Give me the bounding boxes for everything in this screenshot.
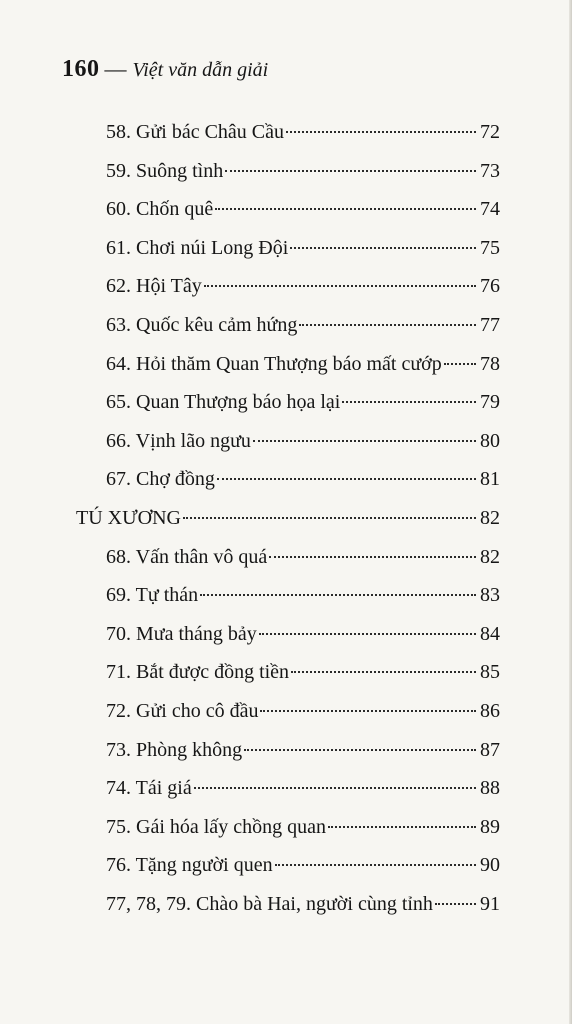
toc-entry-page: 78	[480, 353, 500, 375]
toc-entry-title: 59. Suông tình	[106, 160, 224, 182]
toc-entry-page: 82	[480, 546, 500, 568]
toc-entry-title: 72. Gửi cho cô đầu	[106, 700, 259, 722]
toc-entry-page: 74	[480, 198, 500, 220]
toc-entry-title: 73. Phòng không	[106, 739, 243, 761]
toc-entry-title: 77, 78, 79. Chào bà Hai, người cùng tỉnh	[106, 893, 433, 915]
toc-entry	[106, 234, 500, 262]
toc-entry	[106, 658, 500, 686]
toc-entry	[106, 195, 500, 223]
dot-leader	[444, 363, 476, 365]
toc-entry	[106, 118, 500, 146]
dot-leader	[435, 903, 476, 905]
dot-leader	[194, 787, 476, 789]
toc-entry-page: 90	[480, 854, 500, 876]
dot-leader	[183, 517, 476, 519]
toc-entry	[106, 465, 500, 493]
dot-leader	[269, 556, 476, 558]
toc-entry-page: 77	[480, 314, 500, 336]
toc-entry-title: 70. Mưa tháng bảy	[106, 623, 257, 645]
dot-leader	[342, 401, 476, 403]
toc-entry	[106, 311, 500, 339]
toc-entry-page: 88	[480, 777, 500, 799]
toc-entry-page: 73	[480, 160, 500, 182]
toc-entry	[106, 697, 500, 725]
toc-entry	[106, 157, 500, 185]
dot-leader	[215, 208, 476, 210]
toc-entry-title: 64. Hỏi thăm Quan Thượng báo mất cướp	[106, 353, 442, 375]
dot-leader	[204, 285, 476, 287]
page-number: 160	[62, 56, 100, 82]
toc-entry	[106, 543, 500, 571]
toc-entry	[106, 851, 500, 879]
toc-entry	[106, 350, 500, 378]
dot-leader	[291, 671, 476, 673]
toc-entry-title: 67. Chợ đồng	[106, 468, 215, 490]
toc-entry	[106, 272, 500, 300]
toc-entry-title: 71. Bắt được đồng tiền	[106, 661, 290, 683]
dot-leader	[328, 826, 476, 828]
toc-entry-title: 69. Tự thán	[106, 584, 199, 606]
toc-entry-page: 75	[480, 237, 500, 259]
toc-entry	[106, 620, 500, 648]
toc-entry-title: 65. Quan Thượng báo họa lại	[106, 391, 341, 413]
toc-entry-page: 84	[480, 623, 500, 645]
dot-leader	[260, 710, 476, 712]
toc-entry-page: 79	[480, 391, 500, 413]
toc-entry-page: 85	[480, 661, 500, 683]
toc-entry-page: 91	[480, 893, 500, 915]
toc-entry-title: TÚ XƯƠNG	[76, 507, 181, 529]
toc-entry-title: 61. Chơi núi Long Đội	[106, 237, 289, 259]
toc-section-heading	[76, 504, 500, 532]
toc-entry-page: 72	[480, 121, 500, 143]
dot-leader	[253, 440, 476, 442]
toc-entry	[106, 427, 500, 455]
toc-entry-title: 58. Gửi bác Châu Cầu	[106, 121, 285, 143]
toc-entry	[106, 890, 500, 918]
toc-entry-page: 89	[480, 816, 500, 838]
toc-entry-page: 87	[480, 739, 500, 761]
toc-entry-title: 75. Gái hóa lấy chồng quan	[106, 816, 326, 838]
toc-entry	[106, 813, 500, 841]
dot-leader	[299, 324, 476, 326]
dot-leader	[286, 131, 476, 133]
toc-entry-title: 68. Vấn thân vô quá	[106, 546, 268, 568]
header-separator: —	[104, 56, 127, 81]
toc-entry	[106, 736, 500, 764]
dot-leader	[217, 478, 476, 480]
toc-entry-page: 86	[480, 700, 500, 722]
toc-entry	[106, 774, 500, 802]
toc-entry-page: 80	[480, 430, 500, 452]
toc-entry	[106, 581, 500, 609]
toc-entry-page: 82	[480, 507, 500, 529]
toc-entry-title: 74. Tái giá	[106, 777, 192, 799]
dot-leader	[290, 247, 476, 249]
dot-leader	[225, 170, 476, 172]
dot-leader	[259, 633, 476, 635]
dot-leader	[244, 749, 476, 751]
toc-entry-title: 63. Quốc kêu cảm hứng	[106, 314, 298, 336]
toc-entry-page: 76	[480, 275, 500, 297]
dot-leader	[200, 594, 476, 596]
toc-entry	[106, 388, 500, 416]
toc-entry-page: 81	[480, 468, 500, 490]
book-title: Việt văn dẫn giải	[132, 59, 269, 81]
dot-leader	[275, 864, 476, 866]
toc-entry-title: 60. Chốn quê	[106, 198, 214, 220]
toc-entry-title: 76. Tặng người quen	[106, 854, 273, 876]
toc-entry-title: 66. Vịnh lão ngưu	[106, 430, 251, 452]
toc-entry-title: 62. Hội Tây	[106, 275, 202, 297]
toc-entry-page: 83	[480, 584, 500, 606]
